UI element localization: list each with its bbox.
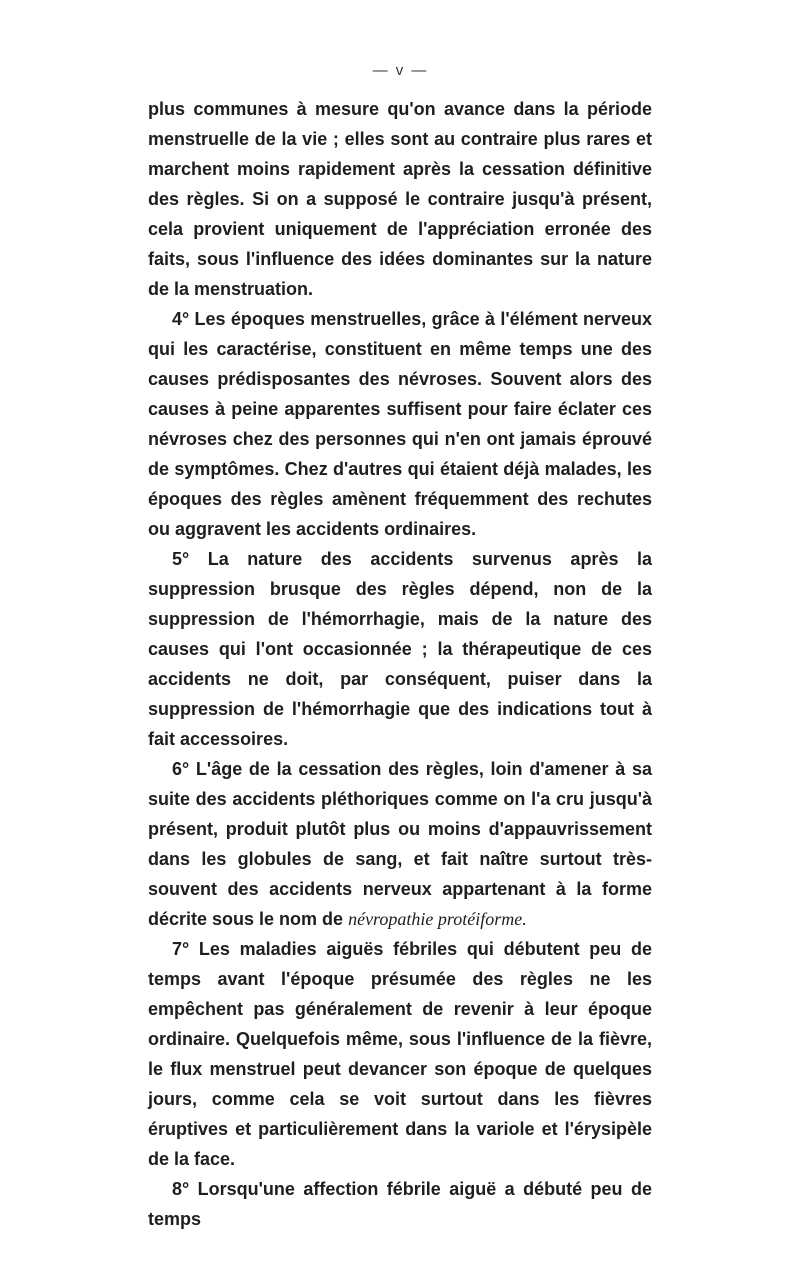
- running-head: — v —: [372, 62, 429, 79]
- body-text: [148, 94, 652, 1234]
- paragraph-4: 4° Les époques menstruelles, grâce à l'élément nerveux qui les caractérise, constituent en même temps une des causes prédisposantes des névroses. Souvent alors des causes à peine apparentes suffisent pour faire éclater ces névroses chez des personnes qui n'en ont jamais éprouvé de symptômes. Chez d'autres qui étaient déjà malades, les époques des règles amènent fréquemment des rechutes ou aggravent les accidents ordinaires.: [148, 309, 652, 539]
- paragraph-7: 7° Les maladies aiguës fébriles qui débutent peu de temps avant l'époque présumée des règles ne les empêchent pas généralement de revenir à leur époque ordinaire. Quelquefois même, sous l'influence de la fièvre, le flux menstruel peut devancer son époque de quelques jours, comme cela se voit surtout dans les fièvres éruptives et particulièrement dans la variole et l'érysipèle de la face.: [148, 939, 652, 1169]
- paragraph-continuation: plus communes à mesure qu'on avance dans la période menstruelle de la vie ; elles sont au contraire plus rares et marchent moins rapidement après la cessation définitive des règles. Si on a supposé le contraire jusqu'à présent, cela provient uniquement de l'appréciation erronée des faits, sous l'influence des idées dominantes sur la nature de la menstruation.: [148, 99, 652, 299]
- paragraph-5: 5° La nature des accidents survenus après la suppression brusque des règles dépend, non de la suppression de l'hémorrhagie, mais de la nature des causes qui l'ont occasionnée ; la thérapeutique de ces accidents ne doit, par conséquent, puiser dans la suppression de l'hémorrhagie que des indications tout à fait accessoires.: [148, 549, 652, 749]
- paragraph-6: [148, 754, 652, 934]
- paragraph-6-italic-term: névropathie protéiforme.: [348, 909, 527, 929]
- paragraph-6-text: 6° L'âge de la cessation des règles, loin d'amener à sa suite des accidents pléthoriques comme on l'a cru jusqu'à présent, produit plutôt plus ou moins d'appauvrissement dans les globules de sang, et fait naître surtout très-souvent des accidents nerveux appartenant à la forme décrite sous le nom de: [148, 759, 652, 929]
- paragraph-8: 8° Lorsqu'une affection fébrile aiguë a débuté peu de temps: [148, 1179, 652, 1229]
